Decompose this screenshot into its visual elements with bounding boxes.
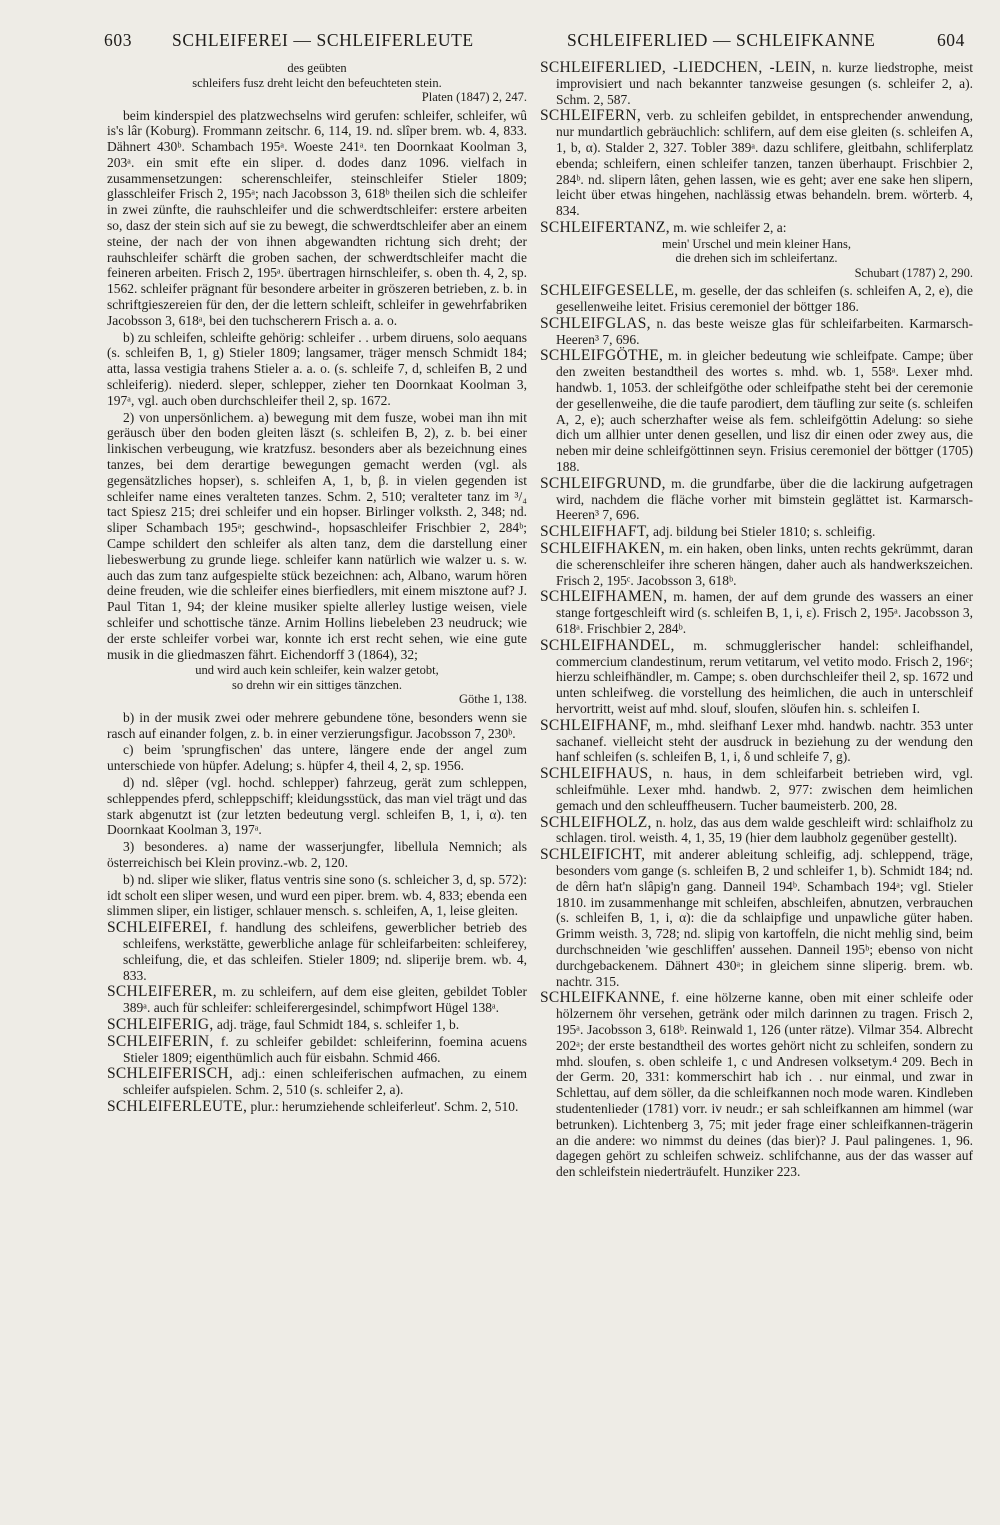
entry-paragraph — [107, 872, 527, 919]
dictionary-entry — [107, 920, 527, 983]
entry-body: m. die grundfarbe, über die die lackirung aufgetragen wird, nachdem die fläche vorher mit bimstein geglättet ist. Karmarsch-Heeren³ 7, 696. — [556, 475, 973, 523]
headword: SCHLEIFHAKEN, — [540, 540, 665, 558]
left-running-title: SCHLEIFEREI — SCHLEIFERLEUTE — [172, 30, 474, 50]
headword: SCHLEIFERLIED, -LIEDCHEN, -LEIN, — [540, 60, 816, 76]
dictionary-entry — [540, 524, 973, 540]
entry-paragraph — [107, 108, 527, 329]
entry-body: 3) besonderes. a) name der wasserjungfer, libellula Nemnich; als österreichisch bei Klein provinz.-wb. 2, 120. — [107, 839, 527, 871]
dictionary-entry — [107, 984, 527, 1016]
entry-body: f. eine hölzerne kanne, oben mit einer schleife oder hölzernem öhr versehen, getränk oder milch darinnen zu tragen. Frisch 2, 195ᵃ. Jacobsson 3, 618ᵇ. Reinwald 1, 126 (unter rätze). Vilmar 354. Albrecht 202ᵃ; der erste bestandtheil des wortes gehört nicht zu schleifen, sondern zu mhd. sloufen, s. oben schleife 1, c und Andresen volksetym.⁴ 209. Bech in der Germ. 20, 331: kommerschirt hab ich . . nur einmal, und zwar in Schlettau, auf dem söller, da die schleifkannen noch mode waren. Kindleben studentenlieder (1781) vorr. iv neudr.; er sah schleifkannen am himmel (war betrunken). Lichtenberg 3, 75; mit jeder frage einer schleifkannen-trägerin an die andere: wo nimmst du deines (das bier)? J. Paul palingenes. 1, 96. dagegen gehört zu schleifen schweiz. schlifchanne, aus der das wasser auf den schleifstein niederträufelt. Hunziker 223. — [556, 990, 973, 1180]
entry-body: b) nd. sliper wie sliker, flatus ventris sine sono (s. schleicher 3, d, sp. 572): idt scholt een sliper wesen, und wurd een piper. brem. wb. 4, 833; ebenda een slimmen sliper, ein listiger, schlauer mensch. s. schleifen, A, 1, leise gleiten. — [107, 871, 527, 919]
quote-text: mein' Urschel und mein kleiner Hans, die drehen sich im schleifertanz. — [661, 236, 851, 266]
quote-text: und wird auch kein schleifer, kein walzer getobt, so drehn wir ein sittiges tänzchen. — [195, 663, 439, 692]
headword: SCHLEIFERIN, — [107, 1032, 214, 1050]
headword: SCHLEIFHAUS, — [540, 765, 653, 783]
entry-body: n. haus, in dem schleifarbeit betrieben wird, vgl. schleifmühle. Lexer mhd. handwb. 2, 977: zwischen dem heimlichen gemach und den schleuffheusern. Tucher baumeisterb. 200, 28. — [556, 766, 973, 813]
headword: SCHLEIFERN, — [540, 107, 642, 125]
entry-body: m. ein haken, oben links, unten rechts gekrümmt, daran die scherenschleifer ihre scheren hängen, daher auch als handwerkszeichen. Frisch 2, 195ᶜ. Jacobsson 3, 618ᵇ. — [556, 541, 973, 588]
dictionary-entry — [540, 815, 973, 847]
entry-body: f. handlung des schleifens, gewerblicher betrieb des schleifens, werkstätte, gewerbliche anlage für schleifarbeiten: schleiferey, schleifung, die, et das schleifen. Stieler 1809; nd. sliperije brem. wb. 4, 833. — [123, 920, 527, 983]
headword: SCHLEIFERIG, — [107, 1016, 214, 1034]
headword: SCHLEIFGLAS, — [540, 314, 651, 332]
headword: SCHLEIFERLEUTE, — [107, 1098, 248, 1116]
dictionary-entry — [540, 316, 973, 348]
entry-body: m. zu schleifern, auf dem eise gleiten, gebildet Tobler 389ᵃ. auch für schleifer: schleiferergesindel, schimpfwort Hügel 138ᵃ. — [123, 984, 527, 1016]
entry-body: m. schmugglerischer handel: schleifhandel, commercium clandestinum, rerum vetitarum, vel vetito modo. Frisch 2, 196ᶜ; hierzu schleifhändler, m. Campe; s. oben durchschleifer theil 2, sp. 1672 und unten schleifweg. die vorstellung des heimlichen, die auch in unterschleif hervortritt, weist auf mhd. slouf, sloufen, slöufen hin. s. schleifen I. — [556, 637, 973, 716]
right-page-header — [567, 30, 965, 51]
headword: SCHLEIFEREI, — [107, 919, 212, 937]
headword: SCHLEIFHANF, — [540, 716, 652, 734]
quote-source: Platen (1847) 2, 247. — [421, 90, 527, 104]
entry-body: n. holz, das aus dem walde geschleift wird: schlaifholz zu schlagen. tirol. weisth. 4, 1, 35, 19 (hier dem laubholz gegenüber gestellt). — [556, 814, 973, 846]
headword: SCHLEIFGÖTHE, — [540, 347, 664, 365]
entry-body: adj.: einen schleiferischen aufmachen, zu einem schleifer aufspielen. Schm. 2, 510 (s. schleifer 2, a). — [123, 1066, 527, 1098]
entry-body: verb. zu schleifen gebildet, in entsprechender anwendung, nur mundartlich gebräuchlich: schlifern, auf dem eise gleiten (s. schleifen A, 1, b, α). Stalder 2, 327. Tobler 389ᵃ. dazu schlifere, gleitbahn, schliferplatz ebenda; schleifern, einen schleifer tanzen, tanzen überhaupt. Frischbier 2, 284ᵇ. nd. slipern lâten, gehen lassen, wie es geht; aver ene sake hen slipern, leicht über etwas hingehen, nachlässig etwas behandeln. brem. wörterb. 4, 834. — [556, 108, 973, 219]
dictionary-entry — [540, 990, 973, 1180]
dictionary-entry — [540, 638, 973, 717]
quote-text: des geübten schleifers fusz dreht leicht den befeuchteten stein. — [192, 61, 442, 90]
entry-body: n. kurze liedstrophe, meist improvisiert und nach bekannter tanzweise gesungen (s. schleifer 2, a). Schm. 2, 587. — [556, 60, 973, 107]
dictionary-entry — [540, 847, 973, 989]
entry-body: m. in gleicher bedeutung wie schleifpate. Campe; über den zweiten bestandtheil des wortes s. mhd. wb. 1, 558ᵃ. Lexer mhd. handwb. 1, 1053. der schleifgöthe oder schleifpathe steht bei der ceremonie der gesellenweihe, die die taufe parodiert, dem täufling zur seite (s. schleifen A, 2, e); auch scherzhafter weise als fem. schleifgöttin Adelung: so siehe dich um allhier unter denen gesellen, und lisz dir einen oder zwey aus, die neben mir deine schleifgöttinnen seyn. Frisius ceremoniel der böttger (1705) 188. — [556, 348, 973, 475]
entry-body: m. wie schleifer 2, a: — [673, 219, 787, 235]
headword: SCHLEIFGRUND, — [540, 474, 666, 492]
entry-body: mit anderer ableitung schleifig, adj. schleppend, träge, besonders vom gange (s. schleifen B, 2 und schleifer 1, b). Schmidt 184; nd. de dêrn hat'n slâpig'n gang. Danneil 194ᵇ. Schambach 194ᵃ; vgl. Stieler 1810. im zusammenhange mit schleifen, abschleifen, abnutzen, verbrauchen (s. schleifen B, 1, i, α): die da schlaipfige und unpawliche güter haben. Grimm weisth. 3, 728; nd. slipig von kartoffeln, die nicht mehlig sind, beim durchschneiden 'wie geschliffen' aussehen. Danneil 195ᵇ; ebenso von nicht durchgebackenem. Dähnert 430ᵃ; in gleichem sinne sliperig. brem. wb. nachtr. 315. — [556, 847, 973, 989]
headword: SCHLEIFERER, — [107, 983, 217, 1001]
headword: SCHLEIFERTANZ, — [540, 218, 670, 236]
dictionary-entry — [107, 1034, 527, 1066]
left-page-number: 603 — [104, 30, 133, 50]
entry-body: 2) von unpersönlichem. a) bewegung mit dem fusze, wobei man ihn mit geräusch über den boden gleiten läszt (s. schleifen B, 2), z. b. bei einer linkischen verbeugung, wie kratzfusz. besonders aber als bezeichnung eines tanzes, bei dem derartige bewegungen gemacht werden (vgl. als gegensätzliches hopser), s. schleifen A, 1, b, β. in vielen gegenden ist schleifer name eines veralteten tanzes. Schm. 2, 510; veralteter tanz im ³/₄ tact Spiesz 215; drei schleifer und ein hopser. Birlinger volksth. 2, 348; nd. sliper Schambach 195ᵃ; geschwind-, hopsaschleifer Frischbier 2, 284ᵇ; Campe schildert den schleifer als alten tanz, dem die darstellung einer liebeswerbung zu grunde liege. schleifer kann natürlich wie walzer u. s. w. auch das zum tanz aufgespielte stück bezeichnen: ach, Albano, warum hören deine freuden, wie die schleifer eines bierfiedlers, mit einem misztone auf? J. Paul Titan 1, 94; der kleine musiker spielte allerley lustige weisen, viele schleifer und schottische tänze. Arnim Hollins liebeleben 23 neudruck; wie der erste schleifer vorbei war, konnte ich erst recht sehen, wie eine gute musik in die gliedmaszen fährt. Eichendorff 3 (1864), 32; — [107, 409, 527, 662]
dictionary-entry — [540, 766, 973, 813]
left-column — [107, 60, 527, 1515]
entry-body: f. zu schleifer gebildet: schleiferinn, foemina acuens Stieler 1809; eigenthümlich auch für eisbahn. Schmid 466. — [123, 1033, 527, 1065]
entry-body: adj. träge, faul Schmidt 184, s. schleifer 1, b. — [216, 1017, 460, 1033]
entry-paragraph — [107, 330, 527, 409]
dictionary-entry — [107, 1066, 527, 1098]
entry-body: c) beim 'sprungfischen' das untere, längere ende der angel zum unterschiede von hüpfer. Adelung; s. hüpfer 4, theil 4, 2, sp. 1956. — [107, 742, 527, 774]
headword: SCHLEIFERISCH, — [107, 1065, 234, 1083]
dictionary-entry — [107, 1099, 527, 1115]
entry-body: m. geselle, der das schleifen (s. schleifen A, 2, e), die gesellenweihe leitet. Frisius ceremoniel der böttger 186. — [556, 283, 973, 315]
entry-body: b) in der musik zwei oder mehrere gebundene töne, besonders wenn sie rasch auf einander folgen, z. b. in einer verzierungsfigur. Jacobsson 7, 230ᵇ. — [107, 709, 527, 741]
headword: SCHLEIFGESELLE, — [540, 282, 679, 300]
right-running-title: SCHLEIFERLIED — SCHLEIFKANNE — [567, 30, 876, 50]
entry-paragraph — [107, 839, 527, 871]
dictionary-entry — [540, 541, 973, 588]
entry-body: beim kinderspiel des platzwechselns wird gerufen: schleifer, schleifer, wû is's lâr (Koburg). Frommann zeitschr. 6, 114, 19. nd. slîper brem. wb. 4, 833. Dähnert 430ᵇ. Schambach 195ᵃ. Woeste 241ᵃ. ten Doornkaat Koolman 3, 203ᵃ. ein smit efte ein sliper. d. dodes danz 1096. vielfach in zusammensetzungen: scherenschleifer, steinschleifer Stieler 1809; glasschleifer Frisch 2, 195ᵃ; nach Jacobsson 3, 618ᵇ theilen sich die schleifer in zwei zünfte, die rauhschleifer und die schwerdtschleifer: erstere arbeiten so, dasz der stein sich auf sie zu bewegt, die schwerdtschleifer aber an einem steine, der nach der von ihnen abgewandten richtung sich dreht; der rauhschleifer schärft die groben sachen, der schwerdtschleifer macht die feineren arbeiten. Frisch 2, 195ᵃ. übertragen hirnschleifer, s. oben th. 4, 2, sp. 1562. schleifer prägnant für besondere arbeiter in gröszeren betrieben, z. b. in schriftgieszereien für den, der die lettern schleift, schleifer in gewehrfabriken Jacobsson 3, 618ᵃ, bei den tuchscherern Frisch a. a. o. — [107, 107, 527, 328]
entry-body: m. hamen, der auf dem grunde des wassers an einer stange fortgeschleift wird (s. schleifen B, 1, i, ε). Frisch 2, 195ᵃ. Jacobsson 3, 618ᵃ. Frischbier 2, 284ᵇ. — [556, 589, 973, 636]
entry-body: b) zu schleifen, schleifte gehörig: schleifer . . urbem diruens, solo aequans (s. schleifen B, 1, g) Stieler 1809; langsamer, träger mensch Schmidt 184; atta, lassa vestigia trahens Stieler a. a. o. (s. schleife 7, d, schleifen B, 2 und schleiferig). niederd. sleper, schlepper, zieher ten Doornkaat Koolman 3, 197ᵃ, vgl. auch oben durchschleifer theil 2, sp. 1672. — [107, 329, 527, 408]
entry-body: m., mhd. sleifhanf Lexer mhd. handwb. nachtr. 353 unter sachanef. vielleicht steht der ausdruck in beziehung zu der wendung den hanf schleifen (s. schleifen B, 1, i, δ und schleife 7, g). — [556, 717, 973, 765]
dictionary-entry — [540, 108, 973, 219]
right-page-number: 604 — [936, 30, 965, 50]
right-column — [540, 60, 973, 1515]
entry-paragraph — [107, 710, 527, 742]
left-page-header — [104, 30, 474, 51]
verse-quote — [540, 237, 973, 281]
entry-body: adj. bildung bei Stieler 1810; s. schleifig. — [653, 524, 876, 540]
quote-source: Schubart (1787) 2, 290. — [854, 265, 973, 280]
headword: SCHLEIFICHT, — [540, 846, 646, 864]
verse-quote — [107, 61, 527, 105]
entry-paragraph — [107, 410, 527, 663]
verse-quote — [107, 663, 527, 707]
dictionary-entry — [540, 60, 973, 107]
dictionary-entry — [540, 283, 973, 315]
dictionary-entry — [540, 718, 973, 765]
entry-body: n. das beste weisze glas für schleifarbeiten. Karmarsch-Heeren³ 7, 696. — [556, 315, 973, 347]
dictionary-entry — [540, 589, 973, 636]
entry-body: plur.: herumziehende schleiferleut'. Schm. 2, 510. — [250, 1099, 519, 1115]
dictionary-entry — [540, 220, 973, 236]
headword: SCHLEIFHAMEN, — [540, 588, 668, 606]
dictionary-entry — [540, 476, 973, 523]
entry-body: d) nd. slêper (vgl. hochd. schlepper) fahrzeug, gerät zum schleppen, schleppendes pferd, schleppschiff; kleidungsstück, das man viel trägt und das stark abgenutzt ist (zur letzten bedeutung vergl. schleifen B, 1, i, α). ten Doornkaat Koolman 3, 197ᵃ. — [107, 775, 527, 838]
dictionary-entry — [540, 348, 973, 474]
entry-paragraph — [107, 775, 527, 838]
quote-source: Göthe 1, 138. — [458, 692, 527, 707]
headword: SCHLEIFKANNE, — [540, 989, 665, 1007]
entry-paragraph — [107, 742, 527, 774]
headword: SCHLEIFHOLZ, — [540, 813, 652, 831]
headword: SCHLEIFHAFT, — [540, 523, 650, 541]
dictionary-entry — [107, 1017, 527, 1033]
headword: SCHLEIFHANDEL, — [540, 636, 675, 654]
